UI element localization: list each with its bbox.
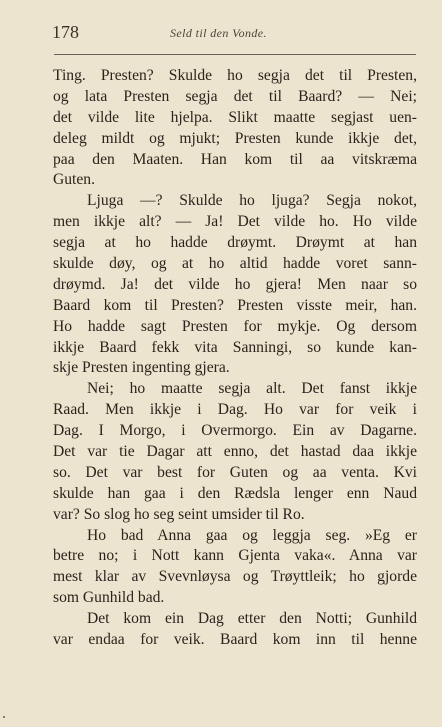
text-line: var endaa for veik. Baard kom inn til henne [53,631,417,649]
text-line: deleg mildt og mjukt; Presten kunde ikkje det, [53,129,417,147]
text-line: Dag. I Morgo, i Overmorgo. Ein av Dagarne. [53,422,417,440]
text-line: paa den Maaten. Han kom til aa vitskræma [53,150,417,168]
text-line: so. Det var best for Guten og aa venta. Kvi [53,463,417,481]
text-line: Ljuga —? Skulde ho ljuga? Segja nokot, [87,192,417,210]
text-line: Nei; ho maatte segja alt. Det fanst ikkje [87,380,417,398]
paragraph [53,66,417,191]
paragraph [53,526,417,610]
text-line: Ho bad Anna gaa og leggja seg. »Eg er [87,526,417,544]
running-title: Seld til den Vonde. [170,26,267,40]
text-line: skulde døy, og at ho altid hadde voret sann- [53,255,417,273]
text-line: skulde han gaa i den Rædsla lenger enn Naud [53,484,417,502]
body-text [53,66,417,651]
text-line: skje Presten ingenting gjera. [53,359,230,377]
text-line: mest klar av Svevnløysa og Trøyttleik; ho gjorde [53,568,417,586]
paragraph [53,609,417,651]
text-line: men ikkje alt? — Ja! Det vilde ho. Ho vilde [53,213,417,231]
text-line: segja at ho hadde drøymt. Drøymt at han [53,234,417,252]
text-line: ikkje Baard fekk vita Sanningi, so kunde kan- [53,338,417,356]
text-line: Baard kom til Presten? Presten visste meir, han. [53,296,417,314]
text-line: som Gunhild bad. [53,589,165,607]
text-line: Det kom ein Dag etter den Notti; Gunhild [87,610,417,628]
page-speck [3,716,5,718]
text-line: Ho hadde sagt Presten for mykje. Og dersom [53,317,417,335]
text-line: drøymd. Ja! det vilde ho gjera! Men naar so [53,275,417,293]
paragraph [53,191,417,379]
text-line: var? So slog ho seg seint umsider til Ro. [53,505,305,523]
paragraph [53,379,417,525]
header-rule [54,54,416,55]
text-line: Raad. Men ikkje i Dag. Ho var for veik i [53,401,417,419]
text-line: Det var tie Dagar att enno, det hastad daa ikkje [53,443,417,461]
text-line: Guten. [53,171,96,189]
text-line: og lata Presten segja det til Baard? — Nei; [53,87,417,105]
text-line: betre no; i Nott kann Gjenta vaka«. Anna var [53,547,417,565]
text-line: Ting. Presten? Skulde ho segja det til Presten, [53,67,417,84]
page-number: 178 [52,22,79,42]
page-header [52,22,420,48]
text-line: det vilde lite hjelpa. Slikt maatte segjast uen- [53,108,417,126]
